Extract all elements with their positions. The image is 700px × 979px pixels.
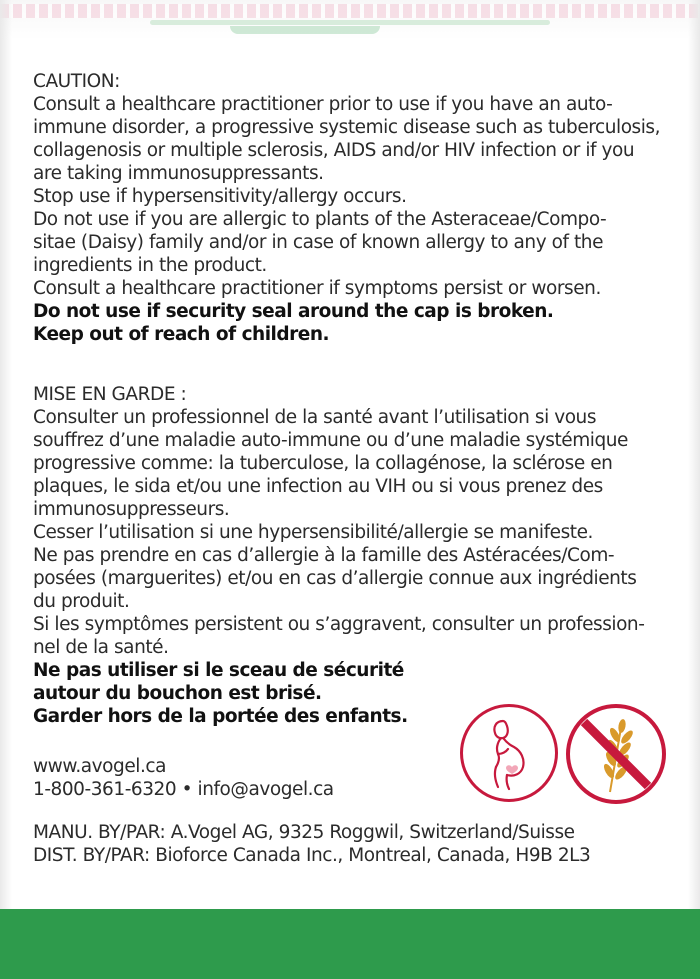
show-through-band: [150, 20, 550, 25]
brand-green-band: [0, 909, 700, 979]
caution-section: [33, 70, 673, 346]
show-through-shape: [230, 26, 380, 34]
caution-line: Do not use if you are allergic to plants of the Asteraceae/Compo-: [33, 209, 607, 230]
contact-section: [33, 755, 673, 801]
right-edge-shadow: [688, 0, 700, 909]
mise-en-garde-line: progressive comme: la tuberculose, la collagénose, la sclérose en: [33, 453, 613, 474]
mise-en-garde-line: Si les symptômes persistent ou s’aggravent, consulter un profession-: [33, 614, 645, 635]
caution-line: sitae (Daisy) family and/or in case of known allergy to any of the: [33, 232, 604, 253]
mise-en-garde-line: Consulter un professionnel de la santé avant l’utilisation si vous: [33, 407, 597, 428]
mise-en-garde-line: du produit.: [33, 591, 130, 612]
caution-line: Stop use if hypersensitivity/allergy occurs.: [33, 186, 407, 207]
mise-en-garde-line: souffrez d’une maladie auto-immune ou d’une maladie systémique: [33, 430, 628, 451]
caution-heading: CAUTION:: [33, 71, 120, 92]
mise-en-garde-line: Cesser l’utilisation si une hypersensibilité/allergie se manifeste.: [33, 522, 593, 543]
caution-line: immune disorder, a progressive systemic disease such as tuberculosis,: [33, 117, 661, 138]
manufacturer-section: [33, 821, 673, 867]
mise-en-garde-line: Ne pas prendre en cas d’allergie à la famille des Astéracées/Com-: [33, 545, 615, 566]
distributor-line: DIST. BY/PAR: Bioforce Canada Inc., Montreal, Canada, H9B 2L3: [33, 845, 591, 866]
mise-en-garde-line: plaques, le sida et/ou une infection au VIH ou si vous prenez des: [33, 476, 603, 497]
mise-en-garde-line: posées (marguerites) et/ou en cas d’allergie connue aux ingrédients: [33, 568, 637, 589]
caution-children-warning: Keep out of reach of children.: [33, 324, 330, 345]
mise-en-garde-line: immunosuppresseurs.: [33, 499, 230, 520]
manufacturer-line: MANU. BY/PAR: A.Vogel AG, 9325 Roggwil, Switzerland/Suisse: [33, 822, 575, 843]
mise-en-garde-heading: MISE EN GARDE :: [33, 384, 187, 405]
phone-email-line[interactable]: 1-800-361-6320 • info@avogel.ca: [33, 779, 334, 800]
mise-en-garde-seal-warning: autour du bouchon est brisé.: [33, 683, 322, 704]
show-through-text: [0, 4, 700, 18]
mise-en-garde-line: nel de la santé.: [33, 637, 169, 658]
caution-line: ingredients in the product.: [33, 255, 267, 276]
caution-line: collagenosis or multiple sclerosis, AIDS and/or HIV infection or if you: [33, 140, 635, 161]
mise-en-garde-seal-warning: Ne pas utiliser si le sceau de sécurité: [33, 660, 404, 681]
website-link[interactable]: www.avogel.ca: [33, 756, 166, 777]
top-label-strip: [0, 0, 700, 40]
mise-en-garde-section: [33, 383, 673, 728]
caution-line: Consult a healthcare practitioner if symptoms persist or worsen.: [33, 278, 601, 299]
left-edge-shadow: [0, 0, 12, 909]
caution-seal-warning: Do not use if security seal around the cap is broken.: [33, 301, 554, 322]
caution-line: are taking immunosuppressants.: [33, 163, 324, 184]
caution-line: Consult a healthcare practitioner prior to use if you have an auto-: [33, 94, 613, 115]
mise-en-garde-children-warning: Garder hors de la portée des enfants.: [33, 706, 408, 727]
